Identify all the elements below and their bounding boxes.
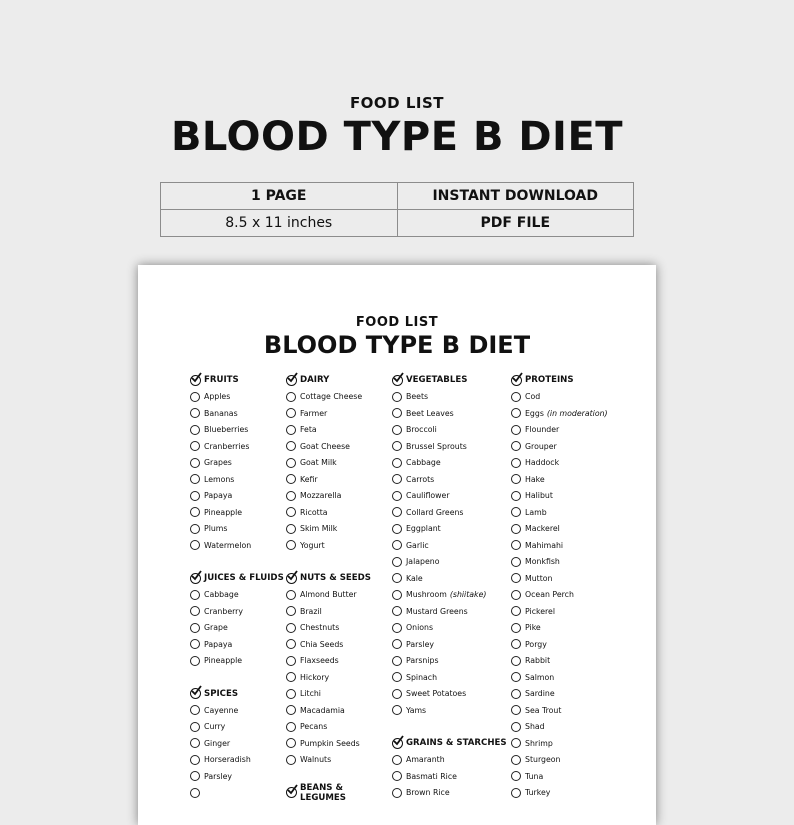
checkbox-icon[interactable] xyxy=(190,639,200,649)
checklist-item[interactable]: Turkey xyxy=(511,785,641,802)
checklist-item[interactable]: Basmati Rice xyxy=(392,768,510,785)
checkbox-icon[interactable] xyxy=(511,507,521,517)
checklist-item[interactable]: Brazil xyxy=(286,603,390,620)
checklist-item[interactable]: Kale xyxy=(392,570,510,587)
checklist-item[interactable]: Cod xyxy=(511,389,641,406)
checkbox-icon[interactable] xyxy=(392,573,402,583)
checkbox-icon[interactable] xyxy=(190,755,200,765)
download-type: INSTANT DOWNLOAD xyxy=(397,183,634,210)
checkbox-icon[interactable] xyxy=(190,623,200,633)
checkbox-icon[interactable] xyxy=(286,672,296,682)
checkbox-icon[interactable] xyxy=(190,524,200,534)
checklist-item[interactable]: Feta xyxy=(286,422,390,439)
checkmark-icon xyxy=(392,738,403,749)
checkbox-icon[interactable] xyxy=(511,540,521,550)
category-heading: SPICES xyxy=(190,686,286,703)
checklist-item[interactable]: Mozzarella xyxy=(286,488,390,505)
checkbox-icon[interactable] xyxy=(286,689,296,699)
checkbox-icon[interactable] xyxy=(392,557,402,567)
checklist-item[interactable]: Yams xyxy=(392,702,510,719)
checklist-item[interactable]: Ocean Perch xyxy=(511,587,641,604)
checkbox-icon[interactable] xyxy=(511,425,521,435)
checkbox-icon[interactable] xyxy=(190,771,200,781)
checkmark-icon xyxy=(190,573,201,584)
checkbox-icon[interactable] xyxy=(511,441,521,451)
checkbox-icon[interactable] xyxy=(190,474,200,484)
checklist-item[interactable]: Mutton xyxy=(511,570,641,587)
checklist-item[interactable]: Rabbit xyxy=(511,653,641,670)
checklist-item[interactable]: Cabbage xyxy=(190,587,286,604)
checklist-item[interactable]: Eggplant xyxy=(392,521,510,538)
page-count: 1 PAGE xyxy=(161,183,398,210)
checkbox-icon[interactable] xyxy=(511,771,521,781)
checklist-item[interactable]: Mackerel xyxy=(511,521,641,538)
checkbox-icon[interactable] xyxy=(392,672,402,682)
checkbox-icon[interactable] xyxy=(392,623,402,633)
checklist-item[interactable]: Ricotta xyxy=(286,504,390,521)
checklist-item[interactable]: Carrots xyxy=(392,471,510,488)
checklist-item[interactable]: Pickerel xyxy=(511,603,641,620)
checklist-item[interactable]: Cottage Cheese xyxy=(286,389,390,406)
category-heading: GRAINS & STARCHES xyxy=(392,735,510,752)
checklist-item[interactable]: Cranberries xyxy=(190,438,286,455)
checklist-item[interactable]: Mahimahi xyxy=(511,537,641,554)
checkbox-icon[interactable] xyxy=(286,408,296,418)
checkbox-icon[interactable] xyxy=(190,425,200,435)
checklist-item[interactable]: Parsley xyxy=(190,768,286,785)
checkbox-icon[interactable] xyxy=(392,639,402,649)
column-3 xyxy=(392,372,510,801)
checklist-item[interactable]: Beets xyxy=(392,389,510,406)
checkbox-icon[interactable] xyxy=(190,458,200,468)
checkbox-icon[interactable] xyxy=(286,540,296,550)
checklist-item[interactable]: Papaya xyxy=(190,488,286,505)
checklist-item[interactable]: Hake xyxy=(511,471,641,488)
checkbox-icon[interactable] xyxy=(511,474,521,484)
checkbox-icon[interactable] xyxy=(392,458,402,468)
checkbox-icon[interactable] xyxy=(392,606,402,616)
checkbox-icon[interactable] xyxy=(511,788,521,798)
checklist-item[interactable]: Almond Butter xyxy=(286,587,390,604)
checklist-item[interactable]: Amaranth xyxy=(392,752,510,769)
checkmark-icon xyxy=(286,787,297,798)
checklist-item[interactable]: Collard Greens xyxy=(392,504,510,521)
checklist-item[interactable]: Walnuts xyxy=(286,752,390,769)
checklist-item[interactable]: Onions xyxy=(392,620,510,637)
category-heading: PROTEINS xyxy=(511,372,641,389)
checkbox-icon[interactable] xyxy=(392,441,402,451)
checklist-item[interactable]: Plums xyxy=(190,521,286,538)
checkbox-icon[interactable] xyxy=(511,524,521,534)
checkbox-icon[interactable] xyxy=(286,507,296,517)
checkbox-icon[interactable] xyxy=(190,788,200,798)
checkbox-icon[interactable] xyxy=(511,705,521,715)
checkbox-icon[interactable] xyxy=(392,540,402,550)
checkbox-icon[interactable] xyxy=(286,524,296,534)
checklist-item[interactable]: Sardine xyxy=(511,686,641,703)
checkbox-icon[interactable] xyxy=(511,672,521,682)
product-info-table xyxy=(160,182,634,237)
checklist-item[interactable]: Yogurt xyxy=(286,537,390,554)
checkbox-icon[interactable] xyxy=(286,441,296,451)
checklist-item[interactable]: Chia Seeds xyxy=(286,636,390,653)
checklist-item[interactable] xyxy=(190,785,286,802)
checklist-item[interactable]: Ginger xyxy=(190,735,286,752)
checkbox-icon[interactable] xyxy=(511,557,521,567)
checklist-item[interactable]: Sweet Potatoes xyxy=(392,686,510,703)
category-heading: BEANS & LEGUMES xyxy=(286,785,390,802)
banner-subtitle: FOOD LIST xyxy=(349,94,445,112)
item-note: (in moderation) xyxy=(546,408,608,418)
checkbox-icon[interactable] xyxy=(286,590,296,600)
checkbox-icon[interactable] xyxy=(190,606,200,616)
checklist-item[interactable]: Salmon xyxy=(511,669,641,686)
checklist-item[interactable]: Cabbage xyxy=(392,455,510,472)
checkbox-icon[interactable] xyxy=(286,738,296,748)
checklist-item[interactable]: Horseradish xyxy=(190,752,286,769)
checklist-item[interactable]: Porgy xyxy=(511,636,641,653)
checkbox-icon[interactable] xyxy=(190,738,200,748)
checklist-item[interactable]: Watermelon xyxy=(190,537,286,554)
file-format: PDF FILE xyxy=(397,210,634,237)
checklist-item[interactable]: Apples xyxy=(190,389,286,406)
checkbox-icon[interactable] xyxy=(392,425,402,435)
checklist-item[interactable]: Pecans xyxy=(286,719,390,736)
checkbox-icon[interactable] xyxy=(190,408,200,418)
checkbox-icon[interactable] xyxy=(392,392,402,402)
checkbox-icon[interactable] xyxy=(286,491,296,501)
checklist-item[interactable]: Bananas xyxy=(190,405,286,422)
checklist-item[interactable]: Lemons xyxy=(190,471,286,488)
checkbox-icon[interactable] xyxy=(190,491,200,501)
checklist-item[interactable]: Hickory xyxy=(286,669,390,686)
checkbox-icon[interactable] xyxy=(511,755,521,765)
checkmark-icon xyxy=(190,688,201,699)
checklist-item[interactable]: Grapes xyxy=(190,455,286,472)
checkbox-icon[interactable] xyxy=(190,540,200,550)
checklist-item[interactable]: Pumpkin Seeds xyxy=(286,735,390,752)
checkbox-icon[interactable] xyxy=(286,458,296,468)
checkmark-icon xyxy=(511,375,522,386)
checkbox-icon[interactable] xyxy=(286,425,296,435)
checkbox-icon[interactable] xyxy=(190,656,200,666)
checklist-item[interactable]: Skim Milk xyxy=(286,521,390,538)
checkbox-icon[interactable] xyxy=(190,705,200,715)
checklist-item[interactable]: Grape xyxy=(190,620,286,637)
sheet-subtitle: FOOD LIST xyxy=(355,315,439,330)
category-heading: JUICES & FLUIDS xyxy=(190,570,286,587)
checkbox-icon[interactable] xyxy=(392,689,402,699)
checkbox-icon[interactable] xyxy=(511,656,521,666)
checkbox-icon[interactable] xyxy=(286,639,296,649)
checklist-item[interactable]: Mustard Greens xyxy=(392,603,510,620)
checkbox-icon[interactable] xyxy=(392,788,402,798)
checklist-item[interactable]: Beet Leaves xyxy=(392,405,510,422)
checkbox-icon[interactable] xyxy=(392,524,402,534)
checklist-item[interactable]: Flounder xyxy=(511,422,641,439)
checklist-item[interactable]: Curry xyxy=(190,719,286,736)
checklist-item[interactable]: Garlic xyxy=(392,537,510,554)
checkbox-icon[interactable] xyxy=(392,656,402,666)
checkbox-icon[interactable] xyxy=(511,458,521,468)
checkbox-icon[interactable] xyxy=(511,408,521,418)
checklist-item[interactable]: Farmer xyxy=(286,405,390,422)
checklist-item[interactable]: Shrimp xyxy=(511,735,641,752)
checklist-item[interactable]: Sturgeon xyxy=(511,752,641,769)
checkbox-icon[interactable] xyxy=(511,606,521,616)
checkbox-icon[interactable] xyxy=(511,689,521,699)
checkbox-icon[interactable] xyxy=(286,392,296,402)
category-heading: NUTS & SEEDS xyxy=(286,570,390,587)
checklist-item[interactable]: Flaxseeds xyxy=(286,653,390,670)
checkbox-icon[interactable] xyxy=(511,573,521,583)
checkbox-icon[interactable] xyxy=(190,441,200,451)
checkbox-icon[interactable] xyxy=(392,474,402,484)
checkmark-icon xyxy=(286,573,297,584)
checkbox-icon[interactable] xyxy=(392,408,402,418)
checkbox-icon[interactable] xyxy=(286,656,296,666)
checkbox-icon[interactable] xyxy=(392,771,402,781)
checkbox-icon[interactable] xyxy=(392,590,402,600)
checklist-item[interactable]: Jalapeno xyxy=(392,554,510,571)
checkbox-icon[interactable] xyxy=(286,474,296,484)
checkbox-icon[interactable] xyxy=(511,392,521,402)
checklist-item[interactable]: Spinach xyxy=(392,669,510,686)
checklist-item[interactable]: Parsley xyxy=(392,636,510,653)
checklist-item[interactable]: Papaya xyxy=(190,636,286,653)
checklist-item[interactable]: Goat Milk xyxy=(286,455,390,472)
checklist-item[interactable]: Haddock xyxy=(511,455,641,472)
category-heading: VEGETABLES xyxy=(392,372,510,389)
checklist-item[interactable]: Monkfish xyxy=(511,554,641,571)
checklist-item[interactable]: Lamb xyxy=(511,504,641,521)
checkbox-icon[interactable] xyxy=(511,738,521,748)
checkbox-icon[interactable] xyxy=(511,639,521,649)
checkbox-icon[interactable] xyxy=(286,623,296,633)
column-1 xyxy=(190,372,286,801)
checklist-item[interactable]: Cauliflower xyxy=(392,488,510,505)
checklist-item[interactable]: Eggs (in moderation) xyxy=(511,405,641,422)
checkbox-icon[interactable] xyxy=(392,705,402,715)
column-4 xyxy=(511,372,641,801)
checklist-item[interactable]: Pineapple xyxy=(190,504,286,521)
sheet-title: BLOOD TYPE B DIET xyxy=(263,331,531,359)
checklist-item[interactable]: Parsnips xyxy=(392,653,510,670)
checkbox-icon[interactable] xyxy=(190,392,200,402)
checklist-item[interactable]: Cranberry xyxy=(190,603,286,620)
checklist-item[interactable]: Broccoli xyxy=(392,422,510,439)
checkmark-icon xyxy=(190,375,201,386)
checklist-item[interactable]: Grouper xyxy=(511,438,641,455)
checkmark-icon xyxy=(286,375,297,386)
checklist-item[interactable]: Brussel Sprouts xyxy=(392,438,510,455)
checklist-item[interactable]: Litchi xyxy=(286,686,390,703)
item-note: (shiitake) xyxy=(449,590,487,600)
banner-title: BLOOD TYPE B DIET xyxy=(170,114,624,160)
checkmark-icon xyxy=(392,375,403,386)
checklist-item[interactable]: Pineapple xyxy=(190,653,286,670)
checkbox-icon[interactable] xyxy=(511,623,521,633)
checkbox-icon[interactable] xyxy=(511,491,521,501)
checklist-item[interactable]: Chestnuts xyxy=(286,620,390,637)
checkbox-icon[interactable] xyxy=(511,722,521,732)
checkbox-icon[interactable] xyxy=(286,705,296,715)
checkbox-icon[interactable] xyxy=(511,590,521,600)
category-heading: DAIRY xyxy=(286,372,390,389)
checklist-item[interactable]: Halibut xyxy=(511,488,641,505)
checkbox-icon[interactable] xyxy=(286,722,296,732)
printable-sheet-preview xyxy=(138,265,656,825)
checklist-item[interactable]: Cayenne xyxy=(190,702,286,719)
checklist-item[interactable]: Tuna xyxy=(511,768,641,785)
checkbox-icon[interactable] xyxy=(392,491,402,501)
checkbox-icon[interactable] xyxy=(190,722,200,732)
column-2 xyxy=(286,372,390,801)
checkbox-icon[interactable] xyxy=(190,590,200,600)
checkbox-icon[interactable] xyxy=(286,755,296,765)
checkbox-icon[interactable] xyxy=(392,755,402,765)
checklist-item[interactable]: Pike xyxy=(511,620,641,637)
checklist-item[interactable]: Blueberries xyxy=(190,422,286,439)
checklist-item[interactable]: Brown Rice xyxy=(392,785,510,802)
checklist-item[interactable]: Mushroom (shiitake) xyxy=(392,587,510,604)
checklist-item[interactable]: Shad xyxy=(511,719,641,736)
checklist-item[interactable]: Kefir xyxy=(286,471,390,488)
checkbox-icon[interactable] xyxy=(190,507,200,517)
checklist-item[interactable]: Sea Trout xyxy=(511,702,641,719)
paper-size: 8.5 x 11 inches xyxy=(161,210,398,237)
checkbox-icon[interactable] xyxy=(286,606,296,616)
checkbox-icon[interactable] xyxy=(392,507,402,517)
checklist-item[interactable]: Goat Cheese xyxy=(286,438,390,455)
checklist-item[interactable]: Macadamia xyxy=(286,702,390,719)
category-heading: FRUITS xyxy=(190,372,286,389)
